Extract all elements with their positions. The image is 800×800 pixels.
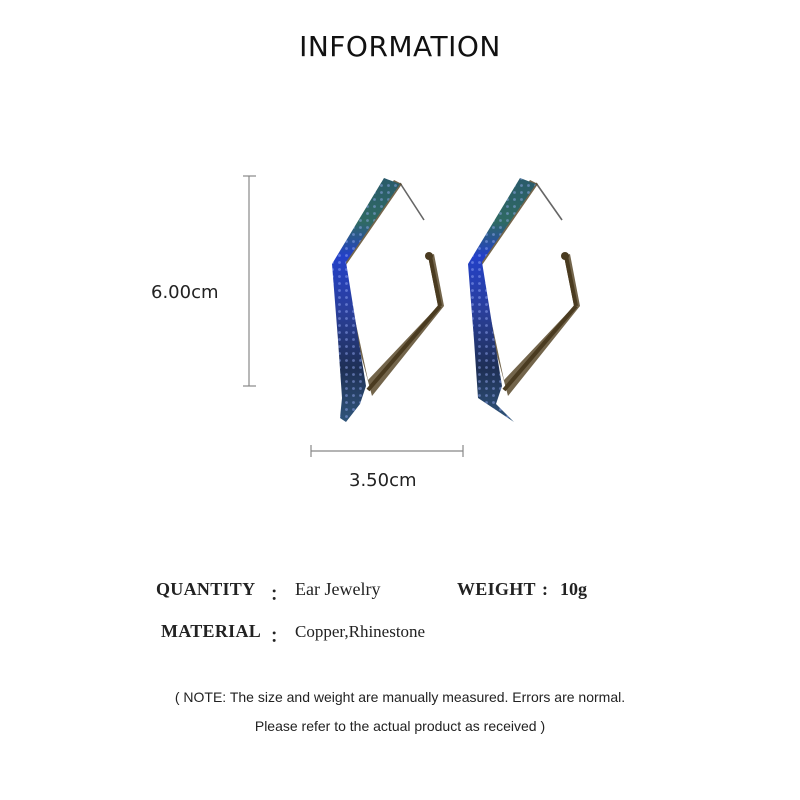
height-measure-line: [243, 176, 256, 386]
weight-value: 10g: [560, 579, 587, 599]
material-label: MATERIAL: [161, 621, 262, 641]
quantity-value: Ear Jewelry: [295, 579, 381, 599]
note-line-2: Please refer to the actual product as received ): [254, 718, 546, 734]
width-measure-line: [311, 445, 463, 457]
material-separator: ：: [270, 626, 288, 646]
weight-separator: :: [542, 579, 548, 599]
page-title: INFORMATION: [299, 30, 501, 63]
earring-left: [332, 178, 444, 422]
note-line-1: ( NOTE: The size and weight are manually measured. Errors are normal.: [174, 689, 626, 705]
quantity-label: QUANTITY: [156, 579, 256, 599]
quantity-separator: ：: [270, 584, 288, 604]
material-value: Copper,Rhinestone: [295, 622, 426, 641]
earring-right: [468, 178, 580, 422]
height-label: 6.00cm: [151, 282, 219, 303]
weight-label: WEIGHT: [457, 579, 536, 599]
width-label: 3.50cm: [349, 470, 417, 491]
